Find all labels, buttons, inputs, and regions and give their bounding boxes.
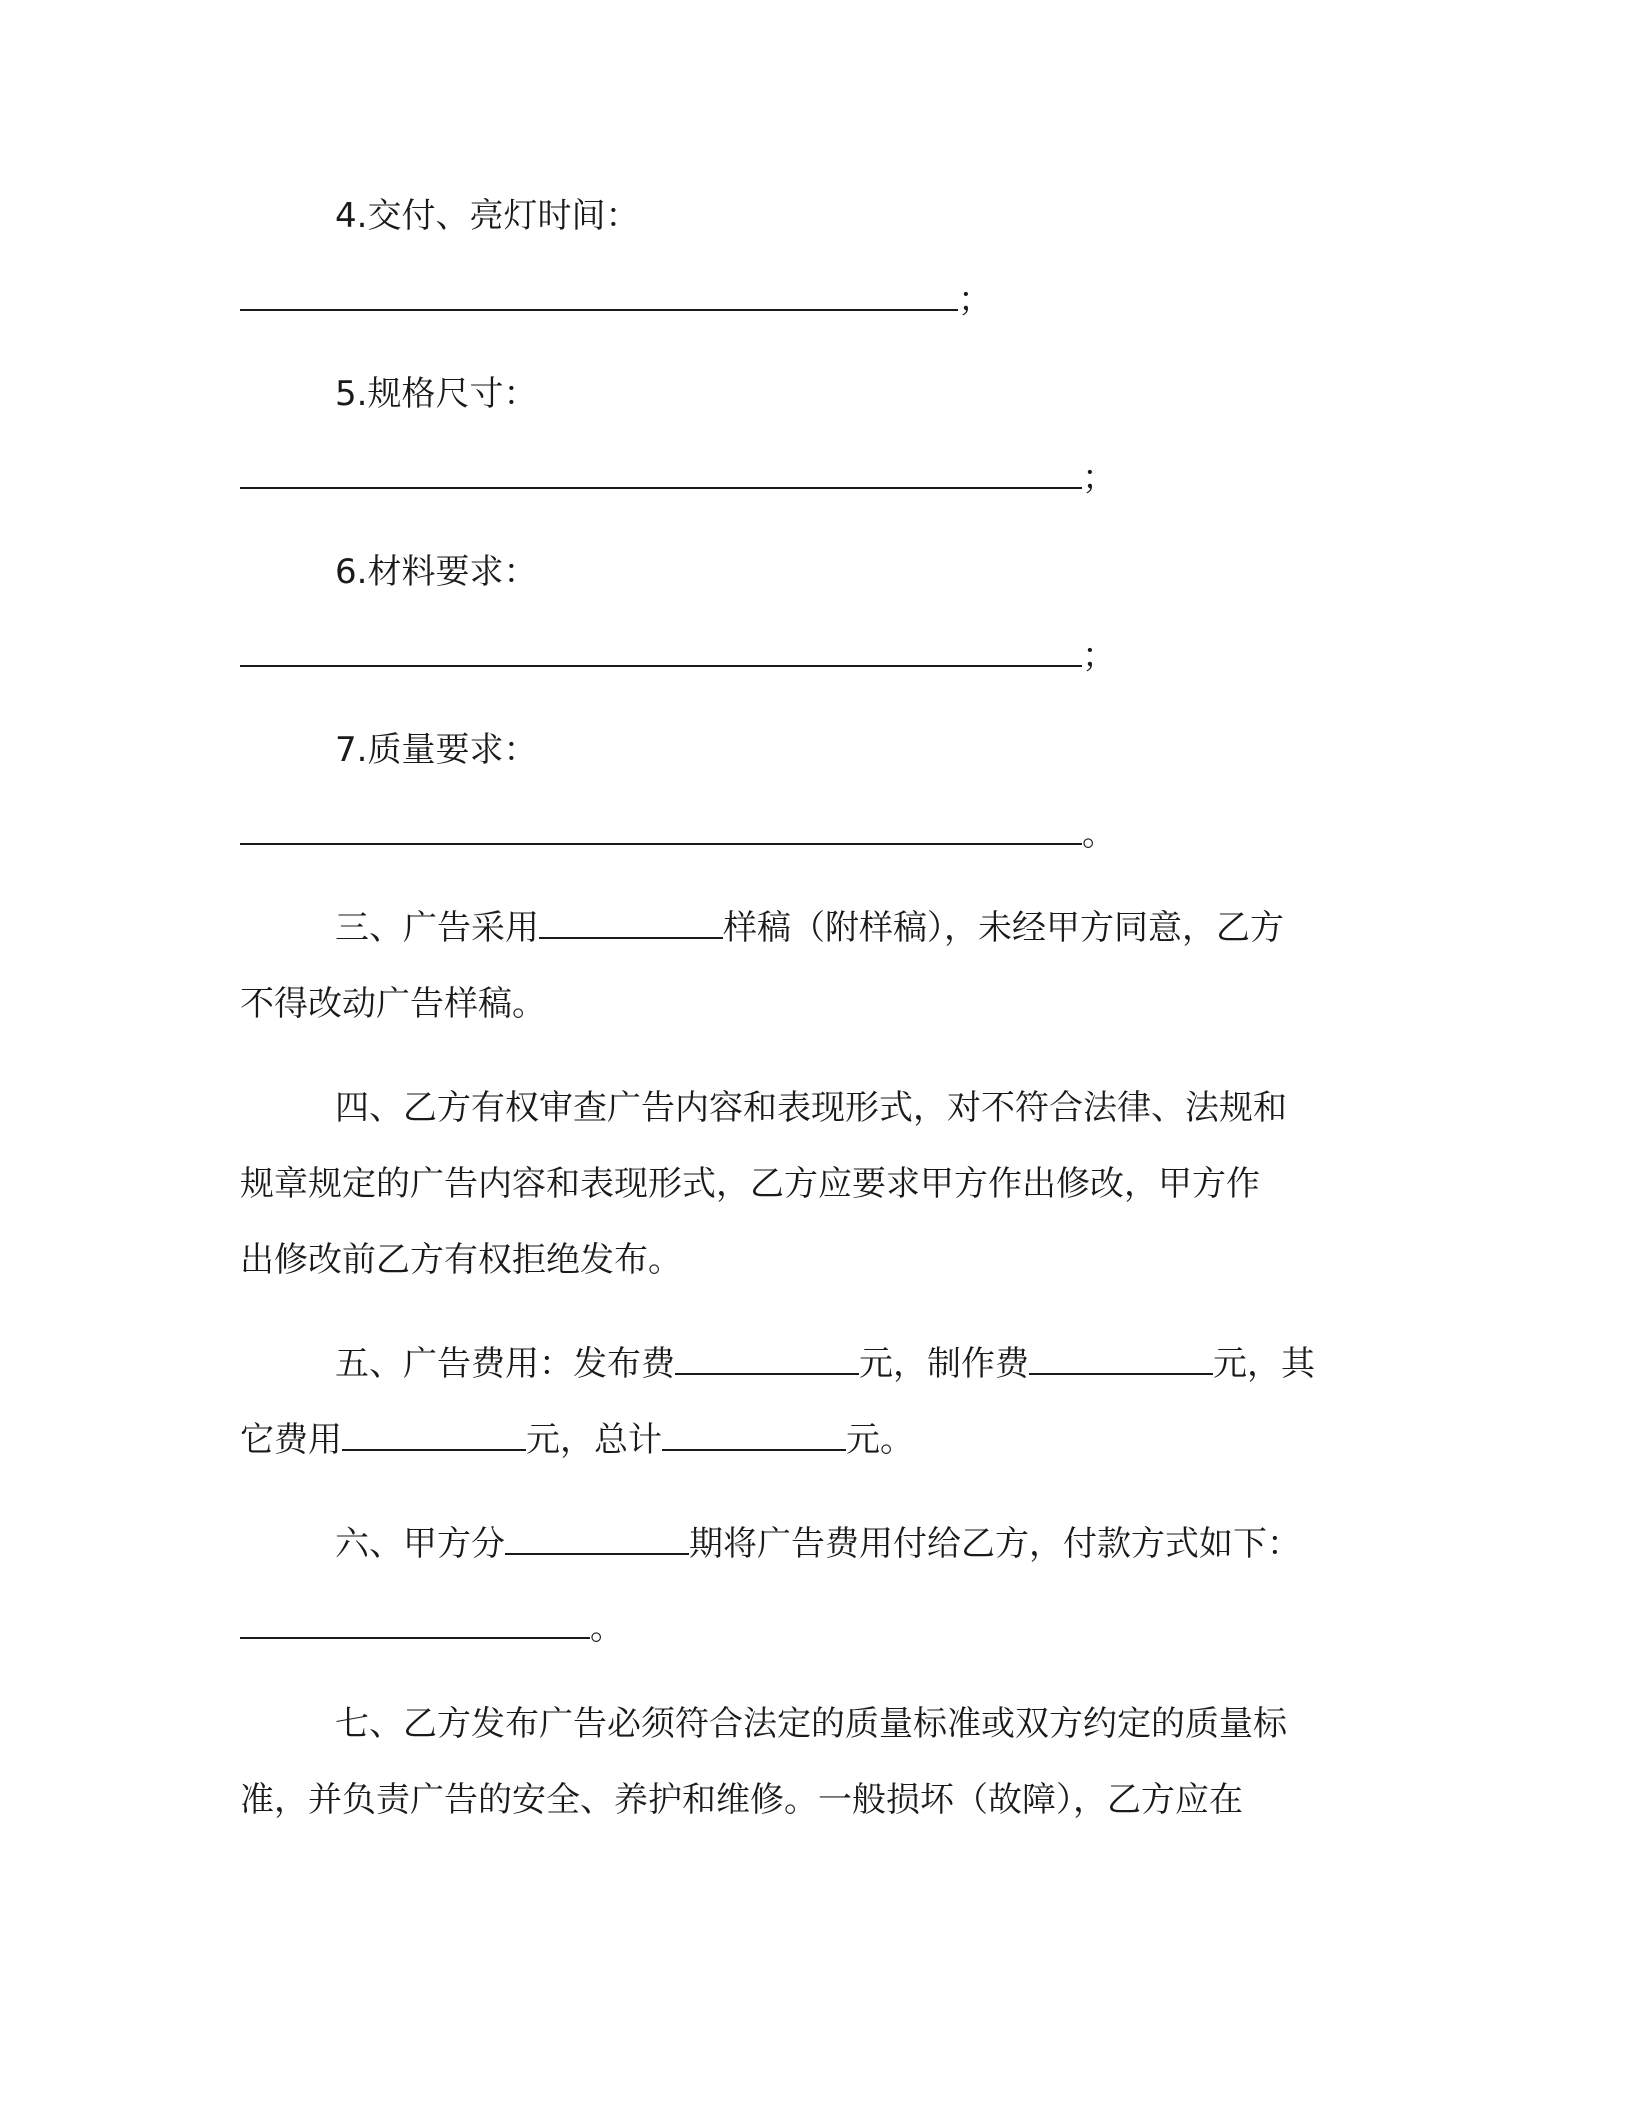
item-7-fill-line: 。 (240, 812, 1116, 856)
item-6-fill-line: ； (240, 634, 1116, 678)
blank-field[interactable] (539, 907, 723, 939)
section-3-line-2: 不得改动广告样稿。 (240, 984, 546, 1024)
blank-field[interactable] (240, 1607, 590, 1639)
blank-field[interactable] (240, 813, 1082, 845)
blank-field[interactable] (662, 1419, 846, 1451)
item-4-fill-line: ； (240, 278, 992, 322)
section-3-line-1: 三、广告采用 样稿（附样稿），未经甲方同意，乙方 (335, 908, 1284, 948)
item-5-fill-line: ； (240, 456, 1116, 500)
blank-field[interactable] (240, 457, 1082, 489)
section-5-line-2: 它费用 元，总计 元。 (240, 1420, 914, 1460)
blank-field[interactable] (342, 1419, 526, 1451)
blank-field[interactable] (505, 1523, 689, 1555)
item-7-label: 7.质量要求： (335, 730, 538, 770)
section-5-line-1: 五、广告费用：发布费 元，制作费 元，其 (335, 1344, 1315, 1384)
blank-field[interactable] (240, 635, 1082, 667)
section-4-line-3: 出修改前乙方有权拒绝发布。 (240, 1240, 682, 1280)
blank-field[interactable] (675, 1343, 859, 1375)
section-7-line-1: 七、乙方发布广告必须符合法定的质量标准或双方约定的质量标 (335, 1704, 1287, 1744)
item-4-label: 4.交付、亮灯时间： (335, 196, 640, 236)
item-5-label: 5.规格尺寸： (335, 374, 538, 414)
section-4-line-2: 规章规定的广告内容和表现形式，乙方应要求甲方作出修改，甲方作 (240, 1164, 1260, 1204)
section-6-line-1: 六、甲方分 期将广告费用付给乙方，付款方式如下： (335, 1524, 1301, 1564)
blank-field[interactable] (1029, 1343, 1213, 1375)
section-7-line-2: 准，并负责广告的安全、养护和维修。一般损坏（故障），乙方应在 (240, 1780, 1243, 1820)
blank-field[interactable] (240, 279, 958, 311)
item-6-label: 6.材料要求： (335, 552, 538, 592)
section-4-line-1: 四、乙方有权审查广告内容和表现形式，对不符合法律、法规和 (335, 1088, 1287, 1128)
section-6-fill-line: 。 (240, 1606, 624, 1650)
